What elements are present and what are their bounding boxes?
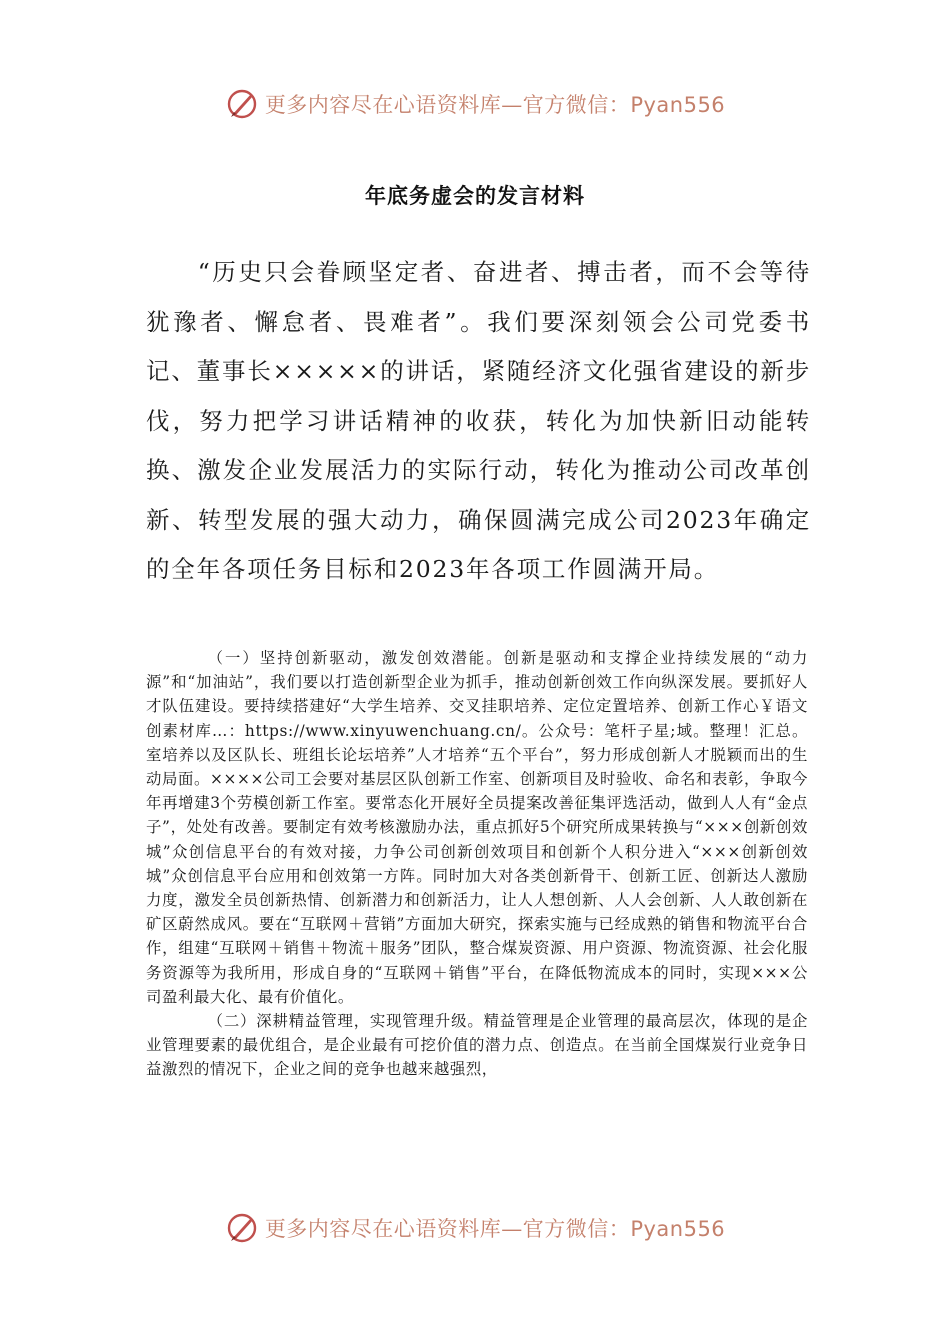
quill-pen-icon (225, 1211, 259, 1245)
quill-pen-icon (225, 87, 259, 121)
intro-paragraph: “历史只会眷顾坚定者、奋进者、搏击者，而不会等待犹豫者、懈怠者、畏难者”。我们要深刻领会公司党委书记、董事长×××××的讲话，紧随经济文化强省建设的新步伐，努力把学习讲话精神的收获，转化为加快新旧动能转换、激发企业发展活力的实际行动，转化为推动公司改革创新、转型发展的强大动力，确保圆满完成公司2023年确定的全年各项任务目标和2023年各项工作圆满开局。 (146, 258, 811, 583)
watermark-banner-top (0, 84, 950, 124)
body-paragraph-1: （一）坚持创新驱动，激发创效潜能。创新是驱动和支撑企业持续发展的“动力源”和“加油站”，我们要以打造创新型企业为抓手，推动创新创效工作向纵深发展。要抓好人才队伍建设。要持续搭建好“大学生培养、交叉挂职培养、定位定置培养、创新工作心￥语文创素材库…：https://www.xinyuwenchuang.cn/。公众号：笔杆子星;域。整理！汇总。室培养以及区队长、班组长论坛培养”人才培养“五个平台”，努力形成创新人才脱颖而出的生动局面。××××公司工会要对基层区队创新工作室、创新项目及时验收、命名和表彰，争取今年再增建3个劳模创新工作室。要常态化开展好全员提案改善征集评选活动，做到人人有“金点子”，处处有改善。要制定有效考核激励办法，重点抓好5个研究所成果转换与“×××创新创效城”众创信息平台的有效对接，力争公司创新创效项目和创新个人积分进入“×××创新创效城”众创信息平台应用和创效第一方阵。同时加大对各类创新骨干、创新工匠、创新达人激励力度，激发全员创新热情、创新潜力和创新活力，让人人想创新、人人会创新、人人敢创新在矿区蔚然成风。要在“互联网＋营销”方面加大研究，探索实施与已经成熟的销售和物流平台合作，组建“互联网＋销售＋物流＋服务”团队，整合煤炭资源、用户资源、物流资源、社会化服务资源等为我所用，形成自身的“互联网＋销售”平台，在降低物流成本的同时，实现×××公司盈利最大化、最有价值化。 (146, 649, 808, 1006)
wechat-id: Pyan556 (630, 1217, 726, 1241)
document-title: 年底务虚会的发言材料 (365, 184, 585, 208)
body-paragraph-2: （二）深耕精益管理，实现管理升级。精益管理是企业管理的最高层次，体现的是企业管理要素的最优组合，是企业最有可挖价值的潜力点、创造点。在当前全国煤炭行业竞争日益激烈的情况下，企业之间的竞争也越来越强烈， (146, 1012, 808, 1079)
wechat-id: Pyan556 (630, 93, 726, 117)
watermark-text: 更多内容尽在心语资料库—官方微信：Pyan556 (264, 93, 726, 117)
watermark-banner-bottom (0, 1208, 950, 1248)
body-text (146, 646, 808, 1082)
watermark-text: 更多内容尽在心语资料库—官方微信：Pyan556 (264, 1217, 726, 1241)
